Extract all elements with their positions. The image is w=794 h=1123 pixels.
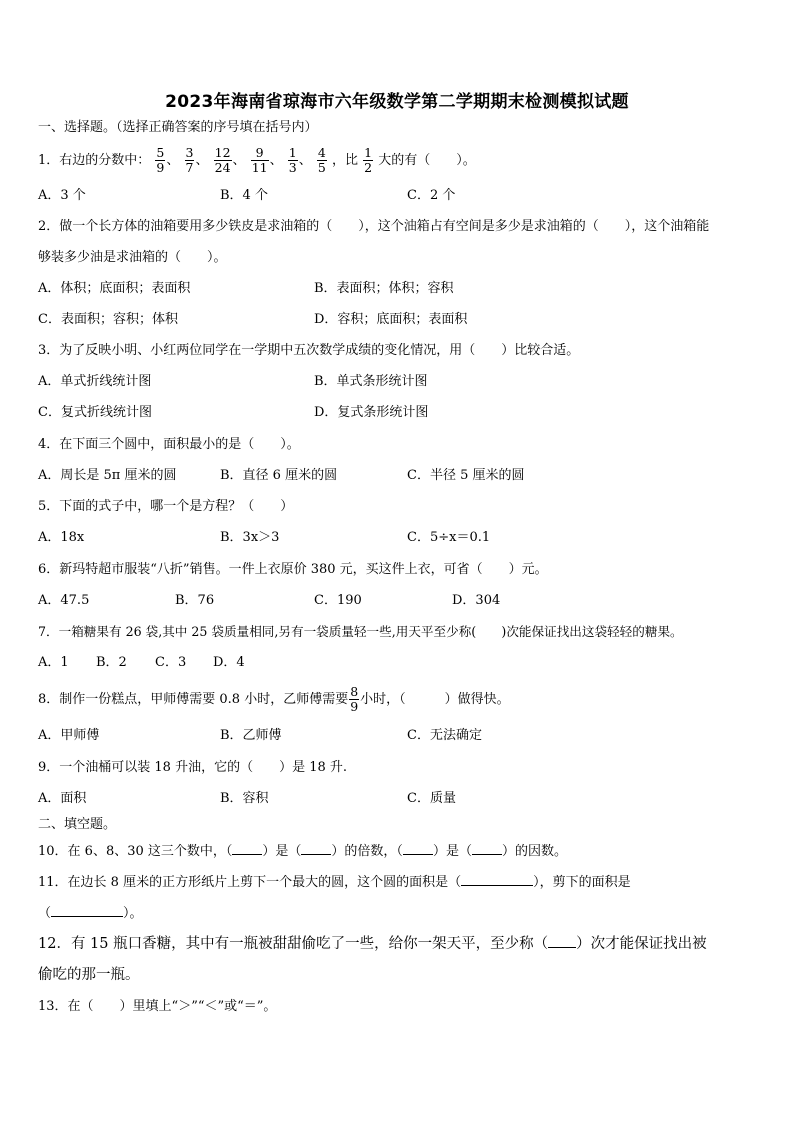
answer-blank[interactable]: [301, 842, 331, 855]
q8-fraction: $\frac{8}{9}$: [350, 684, 359, 714]
question-9: 9．一个油桶可以装 18 升油，它的（ ）是 18 升.: [38, 760, 348, 775]
q1-fraction: $\frac{5}{9}$: [156, 145, 165, 175]
q4-option[interactable]: B．直径 6 厘米的圆: [220, 468, 338, 483]
q6-option[interactable]: B．76: [175, 593, 215, 608]
q1-prefix: 1．右边的分数中：: [38, 153, 151, 168]
question-3: 3．为了反映小明、小红两位同学在一学期中五次数学成绩的变化情况，用（ ）比较合适。: [38, 343, 580, 358]
q2-option[interactable]: C．表面积；容积；体积: [38, 312, 178, 327]
q5-option[interactable]: B．3x＞3: [220, 530, 280, 545]
q8-suffix: 小时，（ ）做得快。: [360, 692, 510, 707]
question-11-line-2: （ ）。: [38, 906, 143, 921]
answer-blank[interactable]: [403, 842, 433, 855]
q8-option[interactable]: A．甲师傅: [38, 728, 100, 743]
answer-blank[interactable]: [461, 873, 533, 886]
answer-blank[interactable]: [51, 904, 123, 917]
q1-option[interactable]: A．3 个: [38, 188, 86, 203]
question-10: 10．在 6、8、30 这三个数中，（ ）是（ ）的倍数，（ ）是（ ）的因数。: [38, 844, 567, 859]
q6-option[interactable]: C．190: [314, 593, 362, 608]
q1-fraction: $\frac{3}{7}$: [185, 145, 194, 175]
q7-option[interactable]: D．4: [213, 655, 245, 670]
answer-blank[interactable]: [548, 935, 576, 948]
question-12-line-1: 12．有 15 瓶口香糖，其中有一瓶被甜甜偷吃了一些，给你一架天平，至少称（ ）次才能保证找出被: [38, 936, 707, 952]
q1-mid: ，比: [331, 153, 358, 168]
answer-blank[interactable]: [232, 842, 262, 855]
question-4: 4．在下面三个圆中，面积最小的是（ ）。: [38, 437, 300, 452]
q1-fraction: $\frac{4}{5}$: [317, 145, 326, 175]
q3-option[interactable]: D．复式条形统计图: [314, 405, 429, 420]
q1-suffix: 大的有（ ）。: [378, 153, 476, 168]
question-12-line-2: 偷吃的那一瓶。: [38, 967, 140, 983]
q6-option[interactable]: A．47.5: [38, 593, 90, 608]
q1-fraction: $\frac{9}{11}$: [251, 145, 268, 175]
q3-option[interactable]: B．单式条形统计图: [314, 374, 428, 389]
section-choice-heading: 一、选择题。（选择正确答案的序号填在括号内）: [38, 120, 318, 135]
section-fill-heading: 二、填空题。: [38, 817, 117, 832]
q8-option[interactable]: C．无法确定: [407, 728, 482, 743]
question-11-line-1: 11．在边长 8 厘米的正方形纸片上剪下一个最大的圆，这个圆的面积是（ ），剪下的面积是: [38, 875, 631, 890]
q2-option[interactable]: A．体积；底面积；表面积: [38, 281, 191, 296]
question-8: [38, 685, 510, 714]
q3-option[interactable]: A．单式折线统计图: [38, 374, 152, 389]
question-2-line-1: 2．做一个长方体的油箱要用多少铁皮是求油箱的（ ），这个油箱占有空间是多少是求油箱的（ ），这个油箱能: [38, 219, 710, 234]
q8-option[interactable]: B．乙师傅: [220, 728, 282, 743]
question-7: 7．一箱糖果有 26 袋,其中 25 袋质量相同,另有一袋质量轻一些,用天平至少称( )次能保证找出这袋轻轻的糖果。: [38, 624, 683, 639]
q4-option[interactable]: A．周长是 5π 厘米的圆: [38, 468, 177, 483]
question-5: 5．下面的式子中，哪一个是方程？（ ）: [38, 499, 294, 514]
q1-fraction: $\frac{1}{3}$: [288, 145, 297, 175]
q5-option[interactable]: A．18x: [38, 530, 85, 545]
question-13: 13．在（ ）里填上“＞”“＜”或“＝”。: [38, 999, 277, 1014]
answer-blank[interactable]: [472, 842, 502, 855]
q7-option[interactable]: A．1: [38, 655, 69, 670]
q1-option[interactable]: B．4 个: [220, 188, 268, 203]
q9-option[interactable]: A．面积: [38, 791, 87, 806]
q8-prefix: 8．制作一份糕点，甲师傅需要 0.8 小时，乙师傅需要: [38, 692, 349, 707]
q9-option[interactable]: B．容积: [220, 791, 269, 806]
q1-fraction: $\frac{12}{24}$: [214, 145, 231, 175]
question-1: 1．右边的分数中： $\frac{5}{9}$ 、 $\frac{3}{7}$ 、 $\frac{12}{24}$ 、 $\frac{9}{11}$ 、 $\frac{1}{3}$ 、 $\frac{4}{5}$ ，比 $\frac{1}{2}$ 大的有（ ）。: [38, 145, 476, 175]
q6-option[interactable]: D．304: [452, 593, 501, 608]
q3-option[interactable]: C．复式折线统计图: [38, 405, 152, 420]
q7-option[interactable]: C．3: [155, 655, 187, 670]
q4-option[interactable]: C．半径 5 厘米的圆: [407, 468, 525, 483]
page-title: 2023年海南省琼海市六年级数学第二学期期末检测模拟试题: [165, 92, 629, 112]
question-2-line-2: 够装多少油是求油箱的（ ）。: [38, 250, 227, 265]
q2-option[interactable]: D．容积；底面积；表面积: [314, 312, 468, 327]
q2-option[interactable]: B．表面积；体积；容积: [314, 281, 454, 296]
q1-option[interactable]: C．2 个: [407, 188, 456, 203]
q9-option[interactable]: C．质量: [407, 791, 456, 806]
q1-reference-fraction: $\frac{1}{2}$: [364, 145, 373, 175]
q7-option[interactable]: B．2: [96, 655, 127, 670]
question-6: 6．新玛特超市服装“八折”销售。一件上衣原价 380 元，买这件上衣，可省（ ）元。: [38, 562, 548, 577]
q5-option[interactable]: C．5÷x＝0.1: [407, 530, 491, 545]
